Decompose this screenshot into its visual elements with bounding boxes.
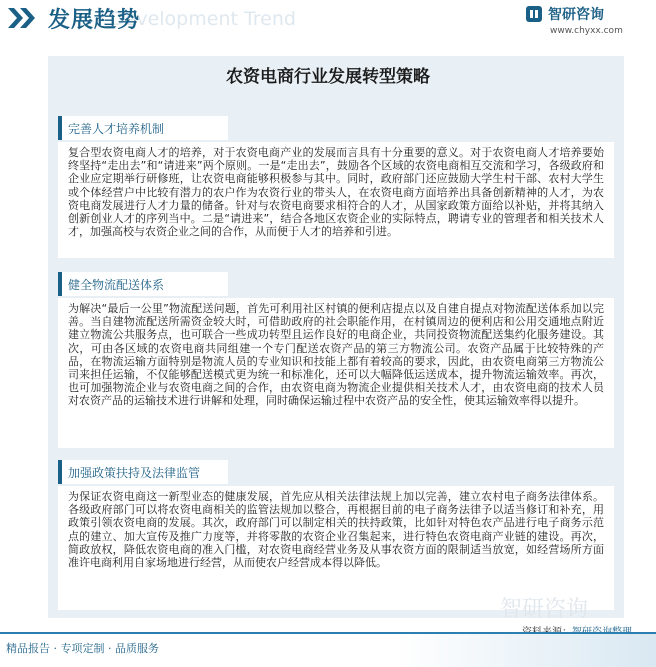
section-heading-logistics	[58, 272, 228, 296]
section-body-talent: 复合型农资电商人才的培养，对于农资电商产业的发展而言具有十分重要的意义。对于农资电商人才培养要始终坚持“走出去”和“请进来”两个原则。一是“走出去”，鼓励各个区域的农资电商相互交流和学习，各级政府和企业应定期举行研修班，让农资电商能够积极参与其中。同时，政府部门还应鼓励大学生村干部、农村大学生或个体经营户中比较有潜力的农户作为农资行业的带头人，在农资电商方面培养出具备创新精神的人才，为农资电商发展进行人才力量的储备。针对与农资电商要求相符合的人才，从国家政策方面给以补贴，并将其纳入创新创业人才的序列当中。二是“请进来”，结合各地区农资企业的实际特点，聘请专业的管理者和相关技术人才，加强高校与农资企业之间的合作，从而便于人才的培养和引进。	[58, 142, 614, 258]
section-heading-talent	[58, 116, 228, 140]
panel-title: 农资电商行业发展转型策略	[226, 67, 430, 87]
heading-accent-bar	[58, 116, 62, 140]
logo-url[interactable]: www.chyxx.com	[550, 26, 623, 36]
section-heading-label: 健全物流配送体系	[68, 278, 165, 292]
header	[0, 0, 656, 36]
footer	[0, 632, 656, 667]
section-heading-label: 完善人才培养机制	[68, 122, 165, 136]
section-body-policy: 为保证农资电商这一新型业态的健康发展，首先应从相关法律法规上加以完善，建立农村电子商务法律体系。各级政府部门可以将农资电商相关的监管法规加以整合，再根据目前的电子商务法律予以适当修订和补充，用政策引领农资电商的发展。其次，政府部门可以制定相关的扶持政策，比如针对特色农产品进行电子商务示范点的建立、加大宣传及推广力度等，并将零散的农资企业召集起来，进行特色农资电商产业链的建设。再次，简政放权，降低农资电商的准入门槛，对农资电商经营业务及从事农资方面的限制适当放宽，如经营场所方面准许电商利用自家场地进行经营，从而使农户经营成本得以降低。	[58, 486, 614, 610]
heading-accent-bar	[58, 272, 62, 296]
page-title: 发展趋势	[48, 8, 141, 33]
footer-slogan: 精品报告 · 专项定制 · 品质服务	[6, 642, 159, 655]
brand-logo	[526, 4, 636, 38]
section-heading-label: 加强政策扶持及法律监管	[68, 466, 201, 480]
logo-name: 智研咨询	[548, 7, 604, 23]
heading-accent-bar	[58, 460, 62, 484]
header-watermark: Development Trend	[110, 8, 296, 30]
double-chevron-icon	[8, 8, 38, 28]
source-watermark: 智研咨询	[500, 597, 589, 622]
section-heading-policy	[58, 460, 228, 484]
logo-icon	[526, 6, 542, 22]
footer-gradient	[396, 634, 656, 667]
section-body-logistics: 为解决“最后一公里”物流配送问题，首先可利用社区村镇的便利店提点以及自建自提点对物流配送体系加以完善。当自建物流配送所需资金较大时，可借助政府的社会职能作用，在村镇周边的便利店和公用交通地点附近建立物流公共服务点，也可联合一些成功转型且运作良好的电商企业，共同投资物流配送集约化服务建设。其次，可由各区域的农资电商共同组建一个专门配送农资产品的第三方物流公司。农资产品属于比较特殊的产品，在物流运输方面特别是物流人员的专业知识和技能上都有着较高的要求，因此，由农资电商第三方物流公司来担任运输，不仅能够配送模式更为统一和标准化，还可以大幅降低运送成本，提升物流运输效率。再次，也可加强物流企业与农资电商之间的合作，由农资电商为物流企业提供相关技术人才，由农资电商的技术人员对农资产品的运输技术进行讲解和处理，同时确保运输过程中农资产品的安全性，使其运输效率得以提升。	[58, 298, 614, 448]
